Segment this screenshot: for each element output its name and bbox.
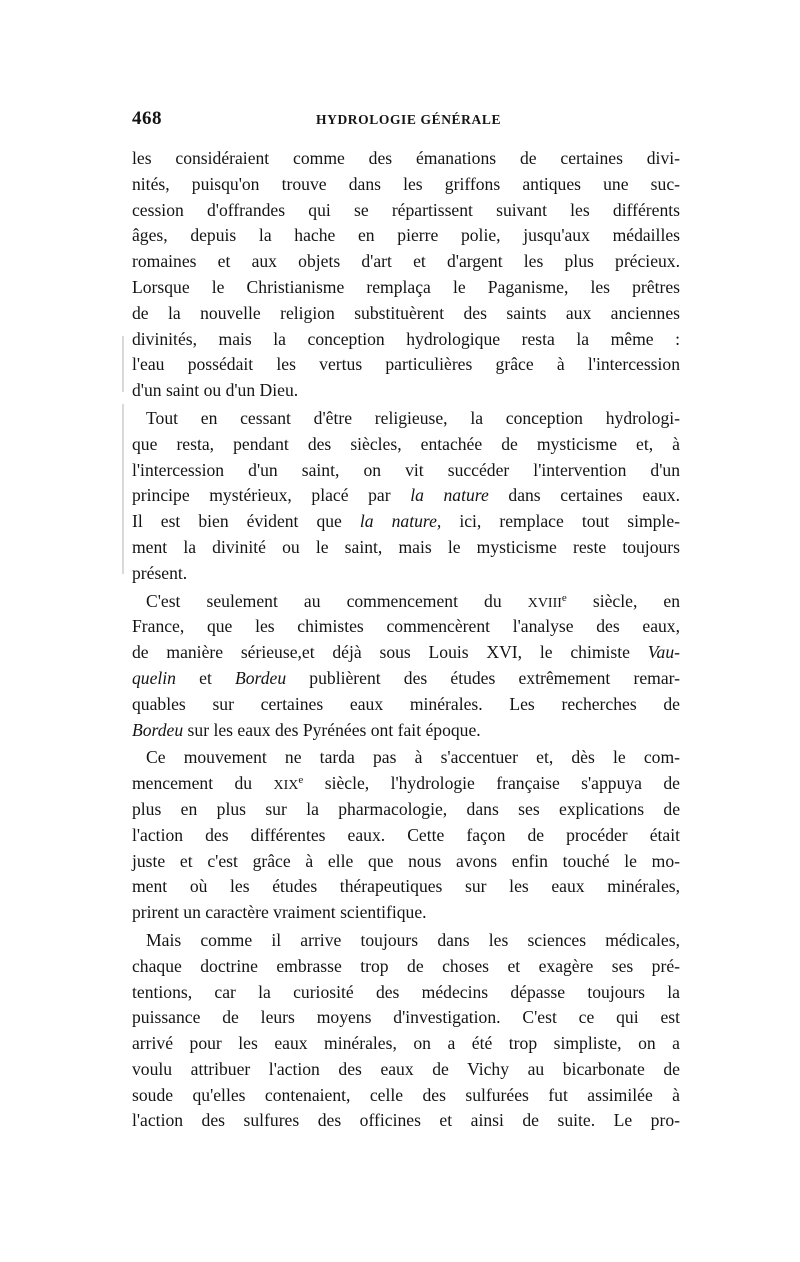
italic-name: Bordeu [132,719,184,740]
text-line: France, que les chimistes commencèrent l'analyse des eaux, [132,616,680,637]
text-line [132,640,680,666]
text-line: l'intercession d'un saint, on vit succéder l'intervention d'un [132,459,680,480]
text-line [132,589,680,615]
century-numeral: XIX [273,778,299,794]
text-line: les considéraient comme des émanations de certaines divi- [132,148,680,168]
text-line: quables sur certaines eaux minérales. Les recherches de [132,693,680,714]
scan-margin-mark [122,404,124,574]
text-line: âges, depuis la hache en pierre polie, jusqu'aux médailles [132,225,680,246]
text-run: siècle, en [592,590,681,611]
text-run: mencement du [132,773,253,794]
century-numeral: XVIII [527,595,562,611]
text-line: puissance de leurs moyens d'investigation. C'est ce qui est [132,1007,680,1028]
text-line: d'un saint ou d'un Dieu. [132,380,299,401]
text-line [132,771,680,797]
text-line: Tout en cessant d'être religieuse, la conception hydrologi- [146,407,680,428]
text-line: plus en plus sur la pharmacologie, dans ses explications de [132,798,680,819]
text-line: romaines et aux objets d'art et d'argent les plus précieux. [132,251,680,272]
text-run: de manière sérieuse,et déjà sous Louis XVI, le chimiste [132,642,630,663]
text-line [132,483,680,509]
italic-name: Bordeu [235,667,287,688]
text-run: principe mystérieux, placé par [132,485,391,506]
text-line [132,509,680,535]
text-run: ici, remplace tout simple- [459,511,680,532]
text-line: que resta, pendant des siècles, entachée de mysticisme et, à [132,433,680,454]
superscript: e [298,774,304,787]
body-text [132,146,680,1134]
paragraph [132,146,680,404]
text-line: l'eau possédait les vertus particulières grâce à l'intercession [132,354,680,375]
italic-term: la nature [410,485,489,506]
text-line: Ce mouvement ne tarda pas à s'accentuer et, dès le com- [146,747,680,768]
text-line: arrivé pour les eaux minérales, on a été trop simpliste, on a [132,1033,680,1054]
text-line: Mais comme il arrive toujours dans les sciences médicales, [146,929,680,950]
text-line: soude qu'elles contenaient, celle des sulfurées fut assimilée à [132,1084,680,1105]
text-line [132,718,680,744]
text-line: chaque doctrine embrasse trop de choses et exagère ses pré- [132,955,680,976]
italic-term: la nature, [359,511,442,532]
text-run: sur les eaux des Pyrénées ont fait époque. [187,719,481,740]
text-line: de la nouvelle religion substituèrent des saints aux anciennes [132,302,680,323]
text-line: prirent un caractère vraiment scientifique. [132,902,427,923]
superscript: e [561,591,567,604]
text-line: juste et c'est grâce à elle que nous avons enfin touché le mo- [132,850,680,871]
text-run: C'est seulement au commencement du [146,590,502,611]
paragraph [132,589,680,744]
text-line: ment la divinité ou le saint, mais le mysticisme reste toujours [132,536,680,557]
paragraph [132,745,680,926]
text-line: tentions, car la curiosité des médecins dépasse toujours la [132,981,680,1002]
text-line: nités, puisqu'on trouve dans les griffons antiques une suc- [132,173,680,194]
text-line: voulu attribuer l'action des eaux de Vichy au bicarbonate de [132,1058,680,1079]
text-line: Lorsque le Christianisme remplaça le Paganisme, les prêtres [132,276,680,297]
running-title: HYDROLOGIE GÉNÉRALE [316,112,502,127]
text-line: l'action des sulfures des officines et ainsi de suite. Le pro- [132,1110,680,1131]
text-line [132,666,680,692]
scan-margin-mark [122,336,124,392]
paragraph [132,406,680,587]
text-run: et [199,667,212,688]
text-line: divinités, mais la conception hydrologique resta la même : [132,328,680,349]
paragraph [132,928,680,1134]
text-run: siècle, l'hydrologie française s'appuya de [324,773,680,794]
text-line: cession d'offrandes qui se répartissent suivant les différents [132,199,680,220]
italic-name: Vau- [647,642,680,663]
text-line: ment où les études thérapeutiques sur les eaux minérales, [132,876,680,897]
text-run: dans certaines eaux. [508,485,680,506]
page-number: 468 [132,108,162,129]
italic-name: quelin [132,667,176,688]
text-line: présent. [132,562,188,583]
text-run: publièrent des études extrêmement remar- [309,667,680,688]
text-line: l'action des différentes eaux. Cette façon de procéder était [132,824,680,845]
running-header [132,108,680,138]
text-run: Il est bien évident que [132,511,342,532]
